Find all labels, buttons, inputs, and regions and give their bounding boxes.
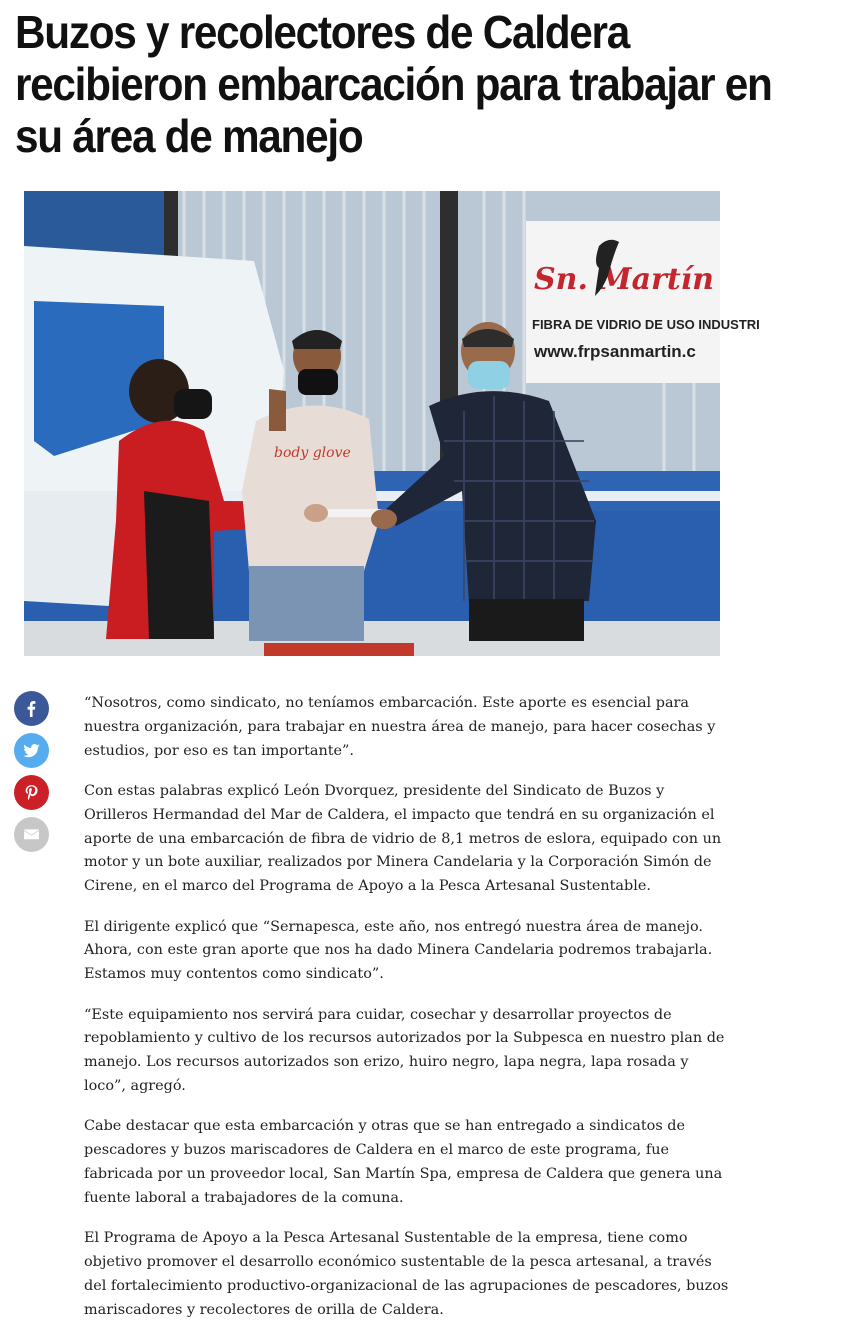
article-photo xyxy=(24,191,760,656)
twitter-share-button[interactable] xyxy=(14,733,49,768)
social-share-bar xyxy=(14,691,50,859)
facebook-icon xyxy=(23,700,40,717)
pinterest-share-button[interactable] xyxy=(14,775,49,810)
facebook-share-button[interactable] xyxy=(14,691,49,726)
article-headline: Buzos y recolectores de Caldera recibieron embarcación para trabajar en su área de manejo xyxy=(15,6,772,162)
twitter-icon xyxy=(23,742,40,759)
article-paragraph: Cabe destacar que esta embarcación y otras que se han entregado a sindicatos de pescadores y buzos mariscadores de Caldera en el marco de este programa, fue fabricada por un proveedor local, San Martín Spa, empresa de Caldera que genera una fuente laboral a trabajadores de la comuna. xyxy=(84,1118,723,1206)
article-paragraph: El Programa de Apoyo a la Pesca Artesanal Sustentable de la empresa, tiene como objetivo promover el desarrollo económico sustentable de la pesca artesanal, a través del fortalecimiento productivo-organizacional de las agrupaciones de pescadores, buzos mariscadores y recolectores de orilla de Caldera. xyxy=(84,1230,729,1318)
banner-url: www.frpsanmartin.c xyxy=(534,342,696,361)
pinterest-icon xyxy=(23,784,40,801)
article-paragraph: “Nosotros, como sindicato, no teníamos embarcación. Este aporte es esencial para nuestra organización, para trabajar en nuestra área de manejo, para hacer cosechas y estudios, por eso es tan importante”. xyxy=(84,695,716,759)
email-share-button[interactable] xyxy=(14,817,49,852)
article-body xyxy=(84,692,732,1339)
article-paragraph: El dirigente explicó que “Sernapesca, este año, nos entregó nuestra área de manejo. Ahora, con este gran aporte que nos ha dado Minera Candelaria podremos trabajarla. Estamos muy contentos como sindicato”. xyxy=(84,918,713,983)
shirt-text: body glove xyxy=(274,445,351,461)
email-icon xyxy=(23,826,40,843)
article-paragraph: “Este equipamiento nos servirá para cuidar, cosechar y desarrollar proyectos de repoblamiento y cultivo de los recursos autorizados por la Subpesca en nuestro plan de manejo. Los recursos autorizados son erizo, huiro negro, lapa negra, lapa rosada y loco”, agregó. xyxy=(84,1006,725,1094)
article-paragraph: Con estas palabras explicó León Dvorquez, presidente del Sindicato de Buzos y Orilleros Hermandad del Mar de Caldera, el impacto que tendrá en su organización el aporte de una embarcación de fibra de vidrio de 8,1 metros de eslora, equipado con un motor y un bote auxiliar, realizados por Minera Candelaria y la Corporación Simón de Cirene, en el marco del Programa de Apoyo a la Pesca Artesanal Sustentable. xyxy=(84,782,722,895)
banner-tagline: FIBRA DE VIDRIO DE USO INDUSTRI xyxy=(532,317,760,332)
banner-brand: Sn. Martín xyxy=(534,262,714,297)
